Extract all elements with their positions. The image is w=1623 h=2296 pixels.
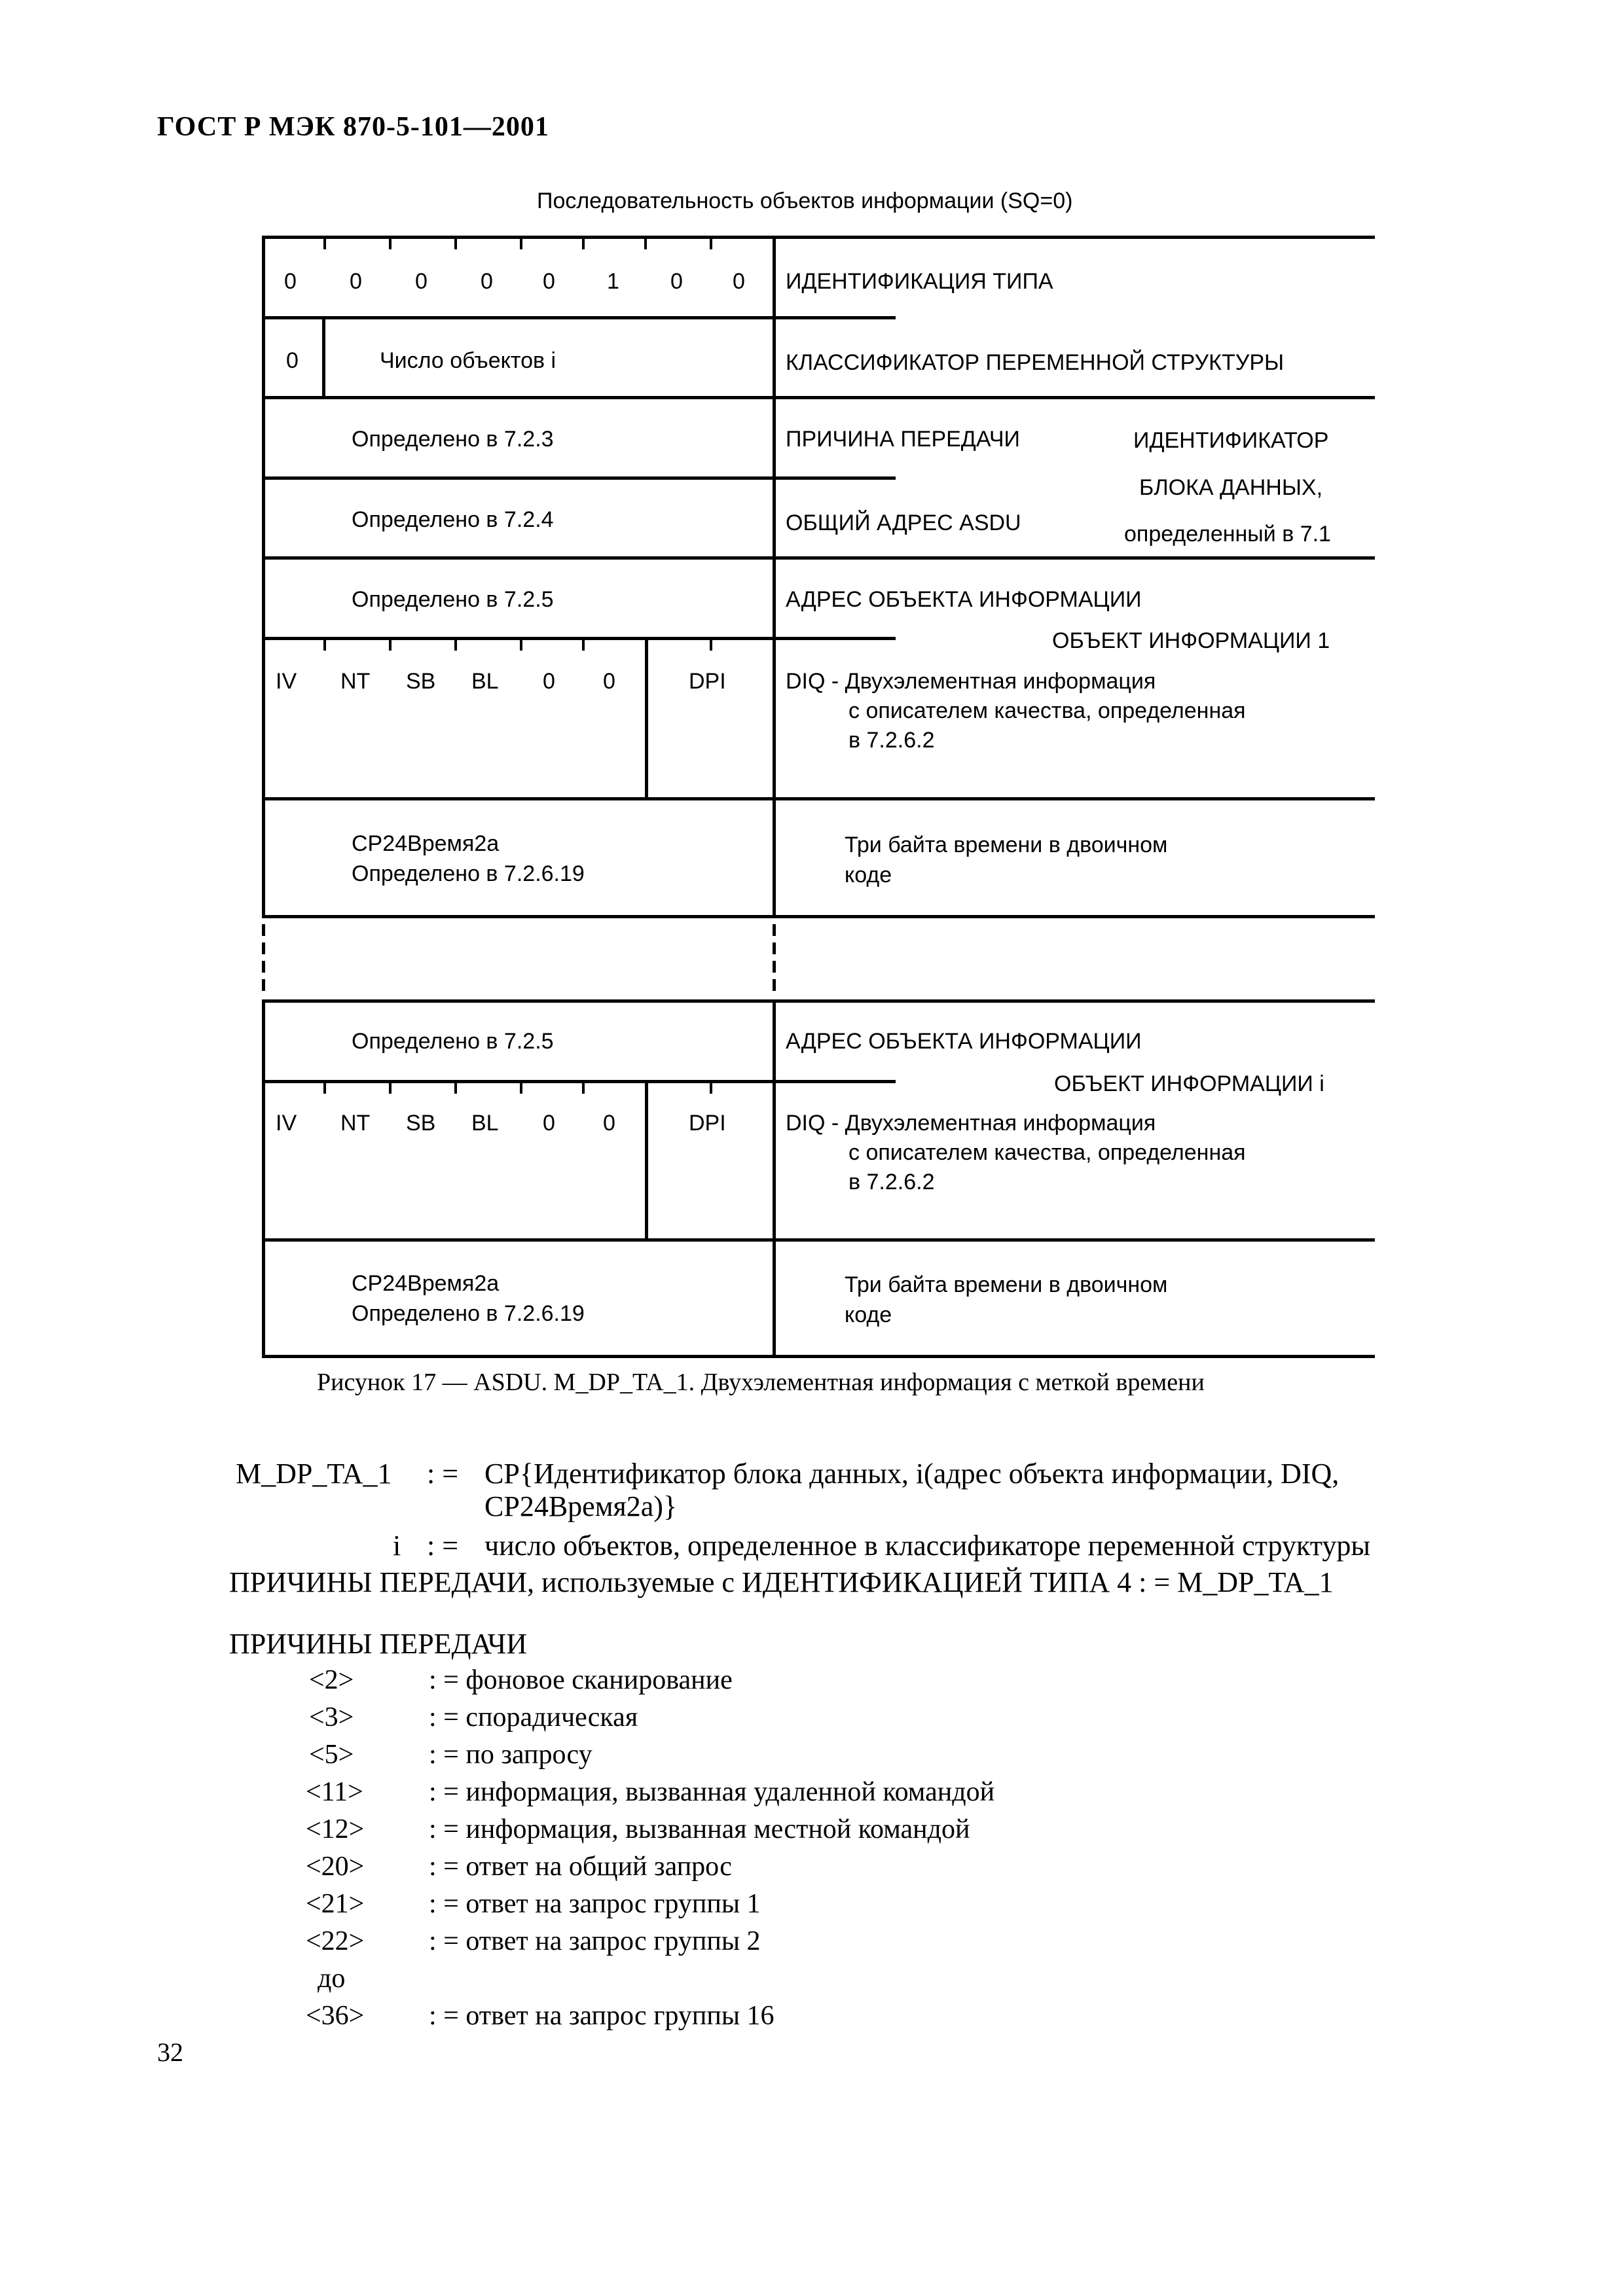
cause-until: до xyxy=(318,1964,346,1994)
causes-used-line: ПРИЧИНЫ ПЕРЕДАЧИ, используемые с ИДЕНТИФИКАЦИЕЙ ТИПА 4 : = M_DP_TA_1 xyxy=(229,1566,1334,1598)
obj1-diq-line1: DIQ - Двухэлементная информация xyxy=(786,669,1156,694)
asdu-address-label: ОБЩИЙ АДРЕС ASDU xyxy=(786,511,1021,535)
diagram-title: Последовательность объектов информации (SQ=0) xyxy=(537,188,1073,213)
obj1-diq-line3: в 7.2.6.2 xyxy=(848,728,935,753)
obji-time-desc2: коде xyxy=(845,1302,892,1327)
cause-desc: : = информация, вызванная удаленной командой xyxy=(429,1777,995,1807)
obji-object-label: ОБЪЕКТ ИНФОРМАЦИИ i xyxy=(1054,1071,1324,1096)
obji-diq-bit: IV xyxy=(276,1111,297,1136)
cause-code: <5> xyxy=(309,1740,354,1770)
obj1-diq-bit: 0 xyxy=(543,669,555,694)
obji-address-label: АДРЕС ОБЪЕКТА ИНФОРМАЦИИ xyxy=(786,1029,1142,1054)
definition-line2: CP24Время2a)} xyxy=(484,1490,678,1522)
type-id-bit: 1 xyxy=(607,269,619,294)
cause-desc: : = фоновое сканирование xyxy=(429,1665,733,1695)
causes-title: ПРИЧИНЫ ПЕРЕДАЧИ xyxy=(229,1628,528,1660)
cause-desc: : = информация, вызванная местной командой xyxy=(429,1814,970,1844)
definition-line1: CP{Идентификатор блока данных, i(адрес объекта информации, DIQ, xyxy=(484,1458,1340,1490)
page-number: 32 xyxy=(157,2037,183,2067)
obj1-diq-line2: с описателем качества, определенная xyxy=(848,698,1246,723)
cause-code: <22> xyxy=(306,1926,365,1956)
obji-diq-bit: SB xyxy=(406,1111,436,1136)
obj1-diq-bit: IV xyxy=(276,669,297,694)
obji-diq-bit: 0 xyxy=(603,1111,615,1136)
vsq-sq-bit: 0 xyxy=(286,348,299,373)
i-term: i xyxy=(393,1530,401,1562)
asdu-address-definition: Определено в 7.2.4 xyxy=(352,507,554,532)
obji-diq-bit: NT xyxy=(340,1111,371,1136)
obj1-time-name: CP24Время2a xyxy=(352,831,500,856)
obj1-object-label: ОБЪЕКТ ИНФОРМАЦИИ 1 xyxy=(1052,628,1330,653)
cause-desc: : = ответ на запрос группы 1 xyxy=(429,1889,761,1919)
definition-term: M_DP_TA_1 xyxy=(236,1458,392,1490)
obji-diq-line1: DIQ - Двухэлементная информация xyxy=(786,1111,1156,1136)
obji-time-definition: Определено в 7.2.6.19 xyxy=(352,1301,585,1326)
obji-diq-line2: с описателем качества, определенная xyxy=(848,1140,1246,1165)
obj1-address-definition: Определено в 7.2.5 xyxy=(352,587,554,612)
obji-diq-line3: в 7.2.6.2 xyxy=(848,1170,935,1194)
type-id-label: ИДЕНТИФИКАЦИЯ ТИПА xyxy=(786,269,1053,294)
obj1-time-definition: Определено в 7.2.6.19 xyxy=(352,861,585,886)
i-operator: : = xyxy=(427,1530,459,1562)
cause-code: <36> xyxy=(306,2001,365,2031)
obj1-time-desc2: коде xyxy=(845,863,892,888)
cause-code: <3> xyxy=(309,1702,354,1732)
type-id-bit: 0 xyxy=(350,269,362,294)
vsq-label: КЛАССИФИКАТОР ПЕРЕМЕННОЙ СТРУКТУРЫ xyxy=(786,350,1285,375)
cot-label: ПРИЧИНА ПЕРЕДАЧИ xyxy=(786,427,1020,452)
cause-code: <20> xyxy=(306,1852,365,1882)
type-id-bit: 0 xyxy=(670,269,683,294)
obj1-diq-bit: SB xyxy=(406,669,436,694)
type-id-bit: 0 xyxy=(543,269,555,294)
data-unit-id-line3: определенный в 7.1 xyxy=(1124,522,1331,547)
data-unit-id-line2: БЛОКА ДАННЫХ, xyxy=(1139,475,1323,500)
cause-code: <2> xyxy=(309,1665,354,1695)
vsq-number-of-objects: Число объектов i xyxy=(380,348,556,373)
cause-desc: : = спорадическая xyxy=(429,1702,638,1732)
obji-diq-bit: BL xyxy=(471,1111,499,1136)
figure-caption: Рисунок 17 — ASDU. M_DP_TA_1. Двухэлементная информация с меткой времени xyxy=(317,1369,1205,1396)
obji-diq-bit: 0 xyxy=(543,1111,555,1136)
type-id-bit: 0 xyxy=(481,269,493,294)
obj1-dpi: DPI xyxy=(689,669,726,694)
obji-time-name: CP24Время2a xyxy=(352,1271,500,1296)
obj1-diq-bit: BL xyxy=(471,669,499,694)
type-id-bit: 0 xyxy=(415,269,428,294)
cause-code: <11> xyxy=(306,1777,363,1807)
cause-desc: : = ответ на запрос группы 16 xyxy=(429,2001,775,2031)
obji-time-desc1: Три байта времени в двоичном xyxy=(845,1272,1168,1297)
cause-desc: : = ответ на общий запрос xyxy=(429,1852,732,1882)
obji-address-definition: Определено в 7.2.5 xyxy=(352,1029,554,1054)
obj1-address-label: АДРЕС ОБЪЕКТА ИНФОРМАЦИИ xyxy=(786,587,1142,612)
cot-definition: Определено в 7.2.3 xyxy=(352,427,554,452)
cause-desc: : = по запросу xyxy=(429,1740,593,1770)
obj1-diq-bit: 0 xyxy=(603,669,615,694)
document-header: ГОСТ Р МЭК 870-5-101—2001 xyxy=(157,112,549,142)
cause-desc: : = ответ на запрос группы 2 xyxy=(429,1926,761,1956)
cause-code: <21> xyxy=(306,1889,365,1919)
i-definition: число объектов, определенное в классификаторе переменной структуры xyxy=(484,1530,1370,1562)
cause-code: <12> xyxy=(306,1814,365,1844)
obj1-diq-bit: NT xyxy=(340,669,371,694)
type-id-bit: 0 xyxy=(733,269,745,294)
definition-operator: : = xyxy=(427,1458,459,1490)
type-id-bit: 0 xyxy=(284,269,297,294)
obj1-time-desc1: Три байта времени в двоичном xyxy=(845,833,1168,857)
obji-dpi: DPI xyxy=(689,1111,726,1136)
data-unit-id-line1: ИДЕНТИФИКАТОР xyxy=(1133,428,1329,453)
